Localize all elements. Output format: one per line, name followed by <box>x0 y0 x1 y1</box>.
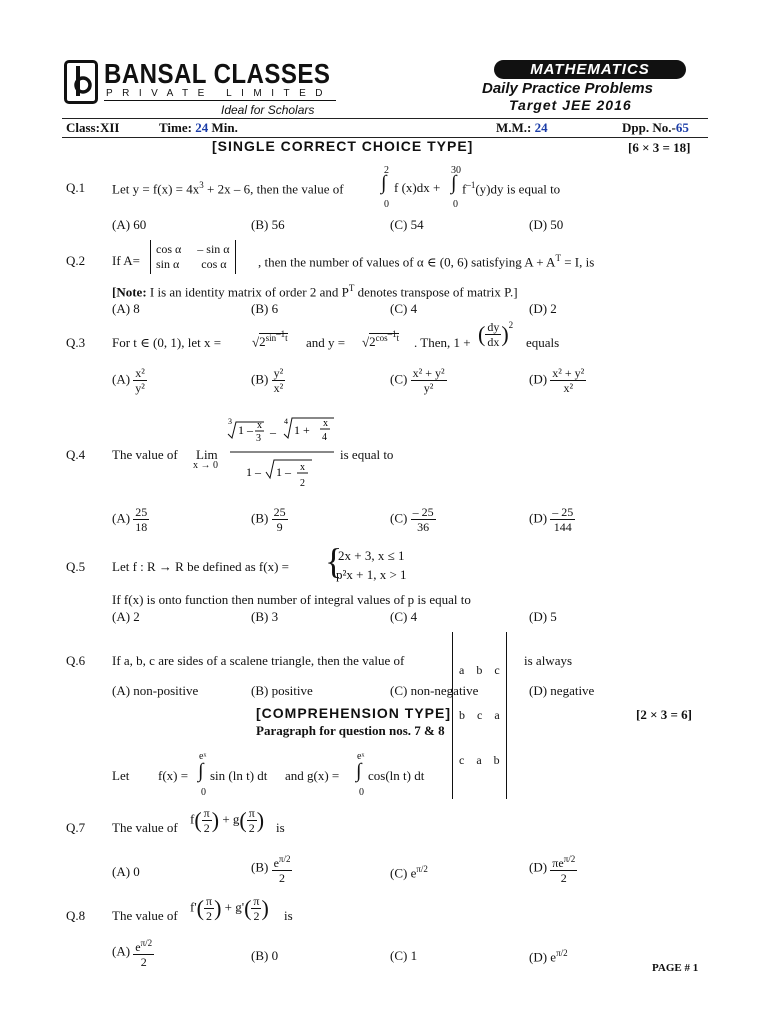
section-marks-comprehension: [2 × 3 = 6] <box>636 707 692 722</box>
q8-tail: is <box>284 908 293 923</box>
q6-option-c: (C) non-negative <box>390 683 479 698</box>
q2-option-c: (C) 4 <box>390 301 418 316</box>
q8-expr: f'( $\frac{\pi}{2}$ ) + g'( $\frac{\pi}{2}$ ) <box>190 894 269 923</box>
q4-option-b: (B) $\frac{25}{9}$ <box>251 505 286 534</box>
svg-text:1 –: 1 – <box>276 465 291 479</box>
q1-int2-sign: ∫ <box>451 172 457 194</box>
q2-m21: sin α <box>156 257 180 271</box>
q6-tail: is always <box>524 653 573 668</box>
paragraph-heading: Paragraph for question nos. 7 & 8 <box>256 723 445 738</box>
brand-name: BANSAL CLASSES <box>104 58 331 89</box>
target-label: Target JEE 2016 <box>509 97 632 113</box>
mm-label: M.M.: <box>496 120 532 135</box>
time-info <box>159 120 238 136</box>
q7-tail: is <box>276 820 285 835</box>
para-f-def: f(x) = <box>158 768 189 783</box>
q4-tail: is equal to <box>340 447 394 462</box>
section-title-comprehension: [COMPREHENSION TYPE] <box>256 705 452 721</box>
para-g-upper: eˣ <box>357 751 365 762</box>
q6-text: If a, b, c are sides of a scalene triangle, then the value of <box>112 653 405 668</box>
q2-option-b: (B) 6 <box>251 301 279 316</box>
q5-option-b: (B) 3 <box>251 609 279 624</box>
q8-number: Q.8 <box>66 908 86 923</box>
dpp-label: Dpp. No.- <box>622 120 676 135</box>
q2-lead: If A= <box>112 253 140 268</box>
time-label: Time: <box>159 120 192 135</box>
para-f-upper: eˣ <box>199 751 207 762</box>
q4-option-c: (C) $\frac{- 25}{36}$ <box>390 505 434 534</box>
dpp-value: 65 <box>675 120 689 135</box>
tagline: Ideal for Scholars <box>221 103 315 117</box>
mm-info <box>496 120 548 136</box>
q2-note: [Note: I is an identity matrix of order 2 and $P^T$ denotes transpose of matrix P.] <box>112 283 518 300</box>
q2-matrix <box>150 240 236 274</box>
header-rule-top <box>62 118 708 119</box>
q4-lead: The value of <box>112 447 178 462</box>
q1-option-a: (A) 60 <box>112 217 147 232</box>
q5-text: Let f : R → R be defined as f(x) = <box>112 559 290 574</box>
logo <box>64 60 98 104</box>
q1-number: Q.1 <box>66 180 86 195</box>
q6-det-row2: b c a <box>459 708 500 722</box>
q2-tail: , then the number of values of α ∈ (0, 6) satisfying $A + A^T = I$, is <box>258 253 595 270</box>
q1-int2-body: $f^{-1}(y)dy$ is equal to <box>462 180 561 197</box>
q2-note-text-b: denotes transpose of matrix P.] <box>354 284 518 300</box>
q6-det-row1: a b c <box>459 663 500 677</box>
subject-badge: MATHEMATICS <box>494 60 686 79</box>
section-title-single: [SINGLE CORRECT CHOICE TYPE] <box>212 138 474 154</box>
logo-icon <box>67 63 95 101</box>
q2-m22: cos α <box>201 257 227 271</box>
q4-fraction <box>226 414 336 500</box>
q6-number: Q.6 <box>66 653 86 668</box>
q1-text: Let $y = f(x) = 4x^3 + 2x - 6$, then the value of <box>112 180 344 197</box>
brand-sub: PRIVATE LIMITED <box>106 88 333 99</box>
svg-text:1 –: 1 – <box>246 465 261 479</box>
q5-number: Q.5 <box>66 559 86 574</box>
q7-number: Q.7 <box>66 820 86 835</box>
q2-m12: – sin α <box>197 242 230 256</box>
svg-text:x: x <box>300 462 305 473</box>
q4-number: Q.4 <box>66 447 86 462</box>
q5-case2: p²x + 1, x > 1 <box>336 567 407 582</box>
q7-option-c: (C) $e^{\pi/2}$ <box>390 864 428 881</box>
q1-int2-upper: 30 <box>451 165 461 176</box>
q7-option-b: (B) $\frac{e^{\pi/2}}{2}$ <box>251 854 291 885</box>
q5-option-c: (C) 4 <box>390 609 418 624</box>
q1-int2-lower: 0 <box>453 199 458 210</box>
para-g-def: and g(x) = <box>285 768 340 783</box>
q1-text-a: Let y = f(x) = 4x <box>112 181 200 197</box>
q2-tail-b: = I, is <box>560 254 595 270</box>
svg-text:4: 4 <box>284 417 288 426</box>
time-value: 24 <box>195 120 209 135</box>
q8-option-d: (D) $e^{\pi/2}$ <box>529 948 568 965</box>
q3-dy: dy <box>487 320 500 334</box>
svg-text:x: x <box>323 418 328 429</box>
q1-option-c: (C) 54 <box>390 217 424 232</box>
svg-text:3: 3 <box>228 417 232 426</box>
q3-root-x: $√2^{sin^{-1}t}$ <box>252 329 288 350</box>
q3-option-d: (D) $\frac{\text{x² + y²}}{\text{x²}}$ <box>529 366 585 395</box>
q7-expr: f( $\frac{\pi}{2}$ ) + g( $\frac{\pi}{2}$ ) <box>190 806 265 835</box>
q1-int1-upper: 2 <box>384 165 389 176</box>
q3-text-b: and y = <box>306 335 346 350</box>
q2-m11: cos α <box>156 242 182 256</box>
q4-option-a: (A) $\frac{25}{18}$ <box>112 505 148 534</box>
q8-option-b: (B) 0 <box>251 948 279 963</box>
q1-text-b: + 2x – 6, then the value of <box>203 181 344 197</box>
svg-text:4: 4 <box>322 432 327 443</box>
q4-option-d: (D) $\frac{- 25}{144}$ <box>529 505 574 534</box>
para-g-int: ∫ <box>356 760 362 782</box>
q3-text-c: . Then, 1 + <box>414 335 471 350</box>
q4-lim: Lim <box>196 447 218 462</box>
q8-option-c: (C) 1 <box>390 948 418 963</box>
brand-underline <box>104 100 336 101</box>
svg-text:2: 2 <box>300 478 305 489</box>
q8-option-a: (A) $\frac{e^{\pi/2}}{2}$ <box>112 938 153 969</box>
q3-option-a: (A) $\frac{\text{x²}}{\text{y²}}$ <box>112 366 145 395</box>
q2-note-label: [Note: <box>112 284 147 300</box>
q7-lead: The value of <box>112 820 178 835</box>
q6-det-row3: c a b <box>459 753 500 767</box>
q1-int1-body: f (x)dx + <box>394 180 441 195</box>
q2-tail-a: , then the number of values of α ∈ (0, 6) satisfying A + A <box>258 254 556 270</box>
q2-option-d: (D) 2 <box>529 301 557 316</box>
q4-lim-sub: x → 0 <box>193 460 218 471</box>
svg-text:1 –: 1 – <box>238 423 253 437</box>
q2-number: Q.2 <box>66 253 86 268</box>
q7-option-a: (A) 0 <box>112 864 140 879</box>
q3-option-b: (B) $\frac{\text{y²}}{\text{x²}}$ <box>251 366 284 395</box>
q5-brace: { <box>325 541 343 581</box>
svg-text:–: – <box>270 425 276 439</box>
para-f-int: ∫ <box>198 760 204 782</box>
q2-option-a: (A) 8 <box>112 301 140 316</box>
dpp-info <box>622 120 689 136</box>
svg-text:3: 3 <box>256 433 261 444</box>
mm-value: 24 <box>534 120 548 135</box>
q3-dx: dx <box>487 335 500 349</box>
q5-option-d: (D) 5 <box>529 609 557 624</box>
svg-text:x: x <box>257 420 262 431</box>
para-f-body: sin (ln t) dt <box>210 768 268 783</box>
dpp-title: Daily Practice Problems <box>482 80 653 97</box>
q3-text-d: equals <box>526 335 560 350</box>
q5-line2: If f(x) is onto function then number of integral values of p is equal to <box>112 592 471 607</box>
q6-option-a: (A) non-positive <box>112 683 199 698</box>
q6-determinant <box>452 632 507 799</box>
q5-case1: 2x + 3, x ≤ 1 <box>338 548 405 563</box>
q1-option-b: (B) 56 <box>251 217 285 232</box>
q8-lead: The value of <box>112 908 178 923</box>
q3-root-y: $√2^{cos^{-1}t}$ <box>362 329 400 350</box>
q1-int1-sign: ∫ <box>381 172 387 194</box>
para-g-lower: 0 <box>359 787 364 798</box>
q1-int2-text: (y)dy is equal to <box>475 181 561 197</box>
para-let: Let <box>112 768 130 783</box>
para-f-lower: 0 <box>201 787 206 798</box>
q5-option-a: (A) 2 <box>112 609 140 624</box>
page-number: PAGE # 1 <box>652 962 699 974</box>
q3-number: Q.3 <box>66 335 86 350</box>
q3-option-c: (C) $\frac{\text{x² + y²}}{\text{y²}}$ <box>390 366 445 395</box>
svg-text:1 +: 1 + <box>294 423 310 437</box>
q7-option-d: (D) $\frac{\pi e^{\pi/2}}{2}$ <box>529 854 576 885</box>
q1-option-d: (D) 50 <box>529 217 564 232</box>
q3-derivative: ( $\frac{dy}{dx}$ )$^2$ <box>478 320 514 349</box>
para-g-body: cos(ln t) dt <box>368 768 425 783</box>
q6-option-d: (D) negative <box>529 683 595 698</box>
q6-option-b: (B) positive <box>251 683 313 698</box>
section-marks-single: [6 × 3 = 18] <box>628 140 691 155</box>
q1-int1-lower: 0 <box>384 199 389 210</box>
time-unit: Min. <box>211 120 238 135</box>
class-label: Class:XII <box>66 120 120 135</box>
q3-text-a: For t ∈ (0, 1), let x = <box>112 335 222 350</box>
q4-fraction-svg <box>226 414 338 496</box>
q2-note-text-a: I is an identity matrix of order 2 and P <box>146 284 349 300</box>
